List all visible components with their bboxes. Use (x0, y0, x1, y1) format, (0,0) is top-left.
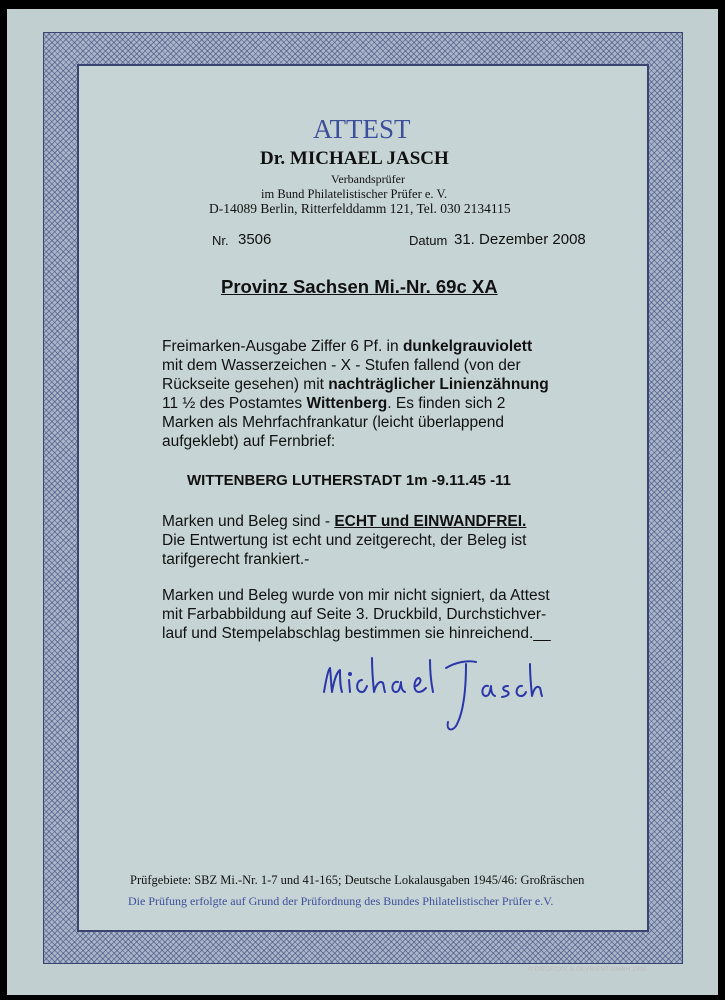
examiner-name: Dr. MICHAEL JASCH (260, 148, 449, 169)
note-line: mit Farbabbildung auf Seite 3. Druckbild, Durchstichver- (162, 606, 547, 623)
areas-label: Prüfgebiete: (130, 873, 192, 887)
description-text: 11 ½ des Postamtes (162, 395, 307, 412)
examination-areas (130, 873, 584, 888)
examiner-association: im Bund Philatelistischer Prüfer e. V. (261, 187, 447, 201)
printer-imprint: © DIEDECKE & OEVRIENT GMBH 1990 (528, 966, 647, 973)
description-text: Freimarken-Ausgabe Ziffer 6 Pf. in (162, 338, 403, 355)
verdict-line: Die Entwertung ist echt und zeitgerecht, der Beleg ist (162, 532, 527, 549)
verdict-result: ECHT und EINWANDFREI. (334, 513, 527, 530)
date-label: Datum (409, 233, 448, 248)
stamp-subject: Provinz Sachsen Mi.-Nr. 69c XA (221, 276, 498, 297)
verdict-line: tarifgerecht frankiert.- (162, 551, 310, 568)
stamp-color: dunkelgrauviolett (402, 338, 533, 355)
description-line: aufgeklebt) auf Fernbrief: (162, 433, 336, 450)
certificate-title: ATTEST (313, 114, 411, 144)
verdict-text: Marken und Beleg sind - (162, 513, 335, 530)
examination-rules: Die Prüfung erfolgte auf Grund der Prüfordnung des Bundes Philatelistischer Prüfer e.V. (128, 894, 554, 908)
post-office: Wittenberg (306, 395, 388, 412)
description-text: . Es finden sich 2 (387, 395, 506, 412)
verdict-line (162, 512, 526, 532)
description-line (162, 375, 549, 395)
certificate-date: 31. Dezember 2008 (454, 231, 586, 248)
description-text: Rückseite gesehen) mit (162, 376, 329, 393)
note-line: lauf und Stempelabschlag bestimmen sie hinreichend.__ (162, 625, 551, 642)
postmark-text: WITTENBERG LUTHERSTADT 1m -9.11.45 -11 (187, 472, 511, 489)
areas-value: SBZ Mi.-Nr. 1-7 und 41-165; Deutsche Lokalausgaben 1945/46: Großräschen (194, 873, 585, 887)
certificate-number: 3506 (238, 231, 272, 248)
handwritten-signature (316, 650, 546, 740)
examiner-role: Verbandsprüfer (331, 172, 405, 186)
description-line (162, 337, 532, 357)
examiner-address: D-14089 Berlin, Ritterfelddamm 121, Tel. 030 2134115 (209, 201, 511, 216)
description-line: Marken als Mehrfachfrankatur (leicht überlappend (162, 414, 505, 431)
nr-label: Nr. (212, 233, 229, 248)
perforation-type: nachträglicher Linienzähnung (328, 376, 549, 393)
description-line: mit dem Wasserzeichen - X - Stufen fallend (von der (162, 357, 521, 374)
description-line (162, 394, 505, 414)
note-line: Marken und Beleg wurde von mir nicht signiert, da Attest (162, 587, 550, 604)
